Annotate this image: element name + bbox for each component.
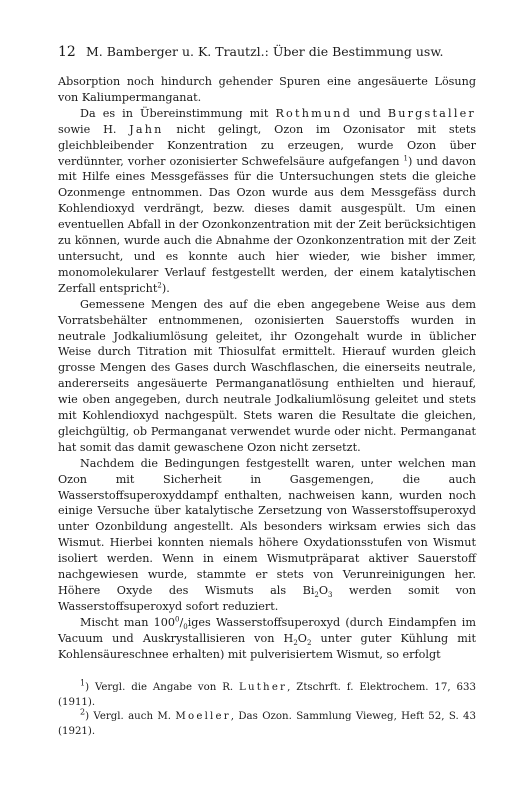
page-number: 12 [58,44,76,60]
subscript: 3 [328,591,333,600]
subscript: 2 [314,591,319,600]
footnote-2-author: Moeller [175,711,231,722]
p1-text-a: Da es in Übereinstimmung mit [80,106,276,120]
author-jahn: Jahn [129,122,164,136]
paragraph-3 [58,456,476,615]
paragraph-1 [58,106,476,297]
footnote-1-author: Luther [239,682,288,693]
p4-text-a: Mischt man 100 [80,615,175,629]
paragraph-0 [58,74,476,106]
running-title: M. Bamberger u. K. Trautzl.: Über die Bestimmung usw. [86,44,444,59]
running-header [58,44,476,60]
p1-text-d: nicht gelingt, Ozon im Ozonisator mit stets gleichbleibender Konzentration zu erzeugen, wurde Ozon über verdünnter, vorher ozonisierter Schwefelsäure aufgefangen [58,122,476,168]
footnote-2-text-a: ) Vergl. auch M. [85,711,176,722]
paragraph-0-text: Absorption noch hindurch gehender Spuren eine angesäuerte Lösung von Kaliumpermanganat. [58,75,476,104]
p3-text-b: O [318,584,329,597]
footnote-1-number: 1 [80,678,86,688]
paragraph-4 [58,615,476,663]
footnote-1-text-a: ) Vergl. die Angabe von R. [85,682,240,693]
footnote-2 [58,707,476,739]
author-burgstaller: Burgstaller [387,106,476,120]
p3-text-c: werden somit von Wasserstoffsuperoxyd sofort reduziert. [58,584,476,613]
superscript: 0 [174,615,180,624]
subscript: 2 [306,638,312,647]
footnote-2-text-b: , Das Ozon. Sammlung Vieweg, Heft 52, S. 43 (1921). [58,711,476,737]
p3-text-a: Nachdem die Bedingungen festgestellt waren, unter welchen man Ozon mit Sicherheit in Gasgemengen, die auch Wasserstoffsuperoxyddampf enthalten, nachweisen kann, wurden noch einige Versuche über katalytische Zersetzung von Wasserstoffsuperoxyd unter Ozonbildung angestellt. Als besonders wirksam erwies sich das Wismut. Hierbei konnten niemals höhere Oxydationsstufen von Wismut isoliert werden. Wenn in einem Wismutpräparat aktiver Sauerstoff nachgewiesen wurde, stammte er stets von Verunreinigungen her. Höhere Oxyde des Wismuts als Bi [58,456,476,597]
subscript: 2 [293,638,298,647]
body-text [58,74,476,663]
footnotes [58,678,476,739]
footnote-ref-1: 1 [403,153,408,162]
footnote-1 [58,678,476,710]
footnote-1-text-b: , Ztschrft. f. Elektrochem. 17, 633 (1911). [58,682,476,708]
p4-text-e: unter guter Kühlung mit Kohlensäureschnee erhalten) mit pulverisiertem Wismut, so erfolgt [58,631,476,661]
page [58,44,476,663]
p4-text-b: / [179,615,184,629]
p4-text-d: O [297,631,307,645]
footnote-ref-2: 2 [157,281,162,290]
p1-text-f: ). [161,281,170,295]
p1-text-b: und [352,106,388,120]
p1-text-c: sowie H. [58,122,130,136]
paragraph-2-text: Gemessene Mengen des auf die eben angegebene Weise aus dem Vorratsbehälter entnommenen, ozonisierten Sauerstoffs wurden in neutrale Jodkaliumlösung geleitet, ihr Ozongehalt wurde in üblicher Weise durch Titration mit Thiosulfat ermittelt. Hierauf wurden gleich grosse Mengen des Gases durch Waschflaschen, die einerseits neutrale, andererseits angesäuerte Permanganatlösung enthielten und hierauf, wie oben angegeben, durch neutrale Jodkaliumlösung geleitet und stets mit Kohlendioxyd nachgespült. Stets waren die Resultate die gleichen, gleichgültig, ob Permanganat verwendet wurde oder nicht. Permanganat hat somit das damit gewaschene Ozon nicht zersetzt. [58,297,476,454]
subscript: 0 [183,623,188,632]
paragraph-2 [58,297,476,456]
footnote-2-number: 2 [80,707,86,717]
p4-text-c: iges Wasserstoffsuperoxyd (durch Eindampfen im Vacuum und Auskrystallisieren von H [58,615,476,645]
p1-text-e: ) und davon mit Hilfe eines Messgefässes für die Untersuchungen stets die gleiche Ozonmenge entnommen. Das Ozon wurde aus dem Messgefäss durch Kohlendioxyd verdrängt, bezw. dieses damit ausgespült. Um einen eventuellen Abfall in der Ozonkonzentration mit der Zeit berücksichtigen zu können, wurde auch die Abnahme der Ozonkonzentration mit der Zeit untersucht, und es konnte auch hier wieder, wie bisher immer, monomolekularer Verlauf festgestellt werden, der einem katalytischen Zerfall entspricht [58,154,476,295]
author-rothmund: Rothmund [275,106,353,120]
